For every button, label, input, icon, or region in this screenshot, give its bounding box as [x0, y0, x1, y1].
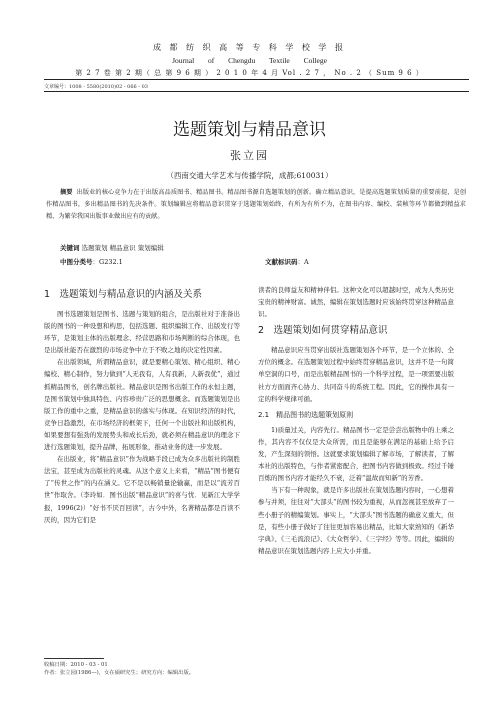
paragraph: 当下有一种现象，就是许多出版社在策划选题内容时，一心想着参与并须，往往对“大部头”的图书较为重视，从而忽视甚至放弃了一些小册子的精编策划。事实上，“大部头”图书选题的确意义重大，但是，有些小册子做好了往往更加容易出精品，比如大家熟知的《新华字典》、《三毛流浪记》、《大众哲学》、《三字经》等等。因此，编辑的精品意识在策划选题内容上应大小并重。 — [258, 486, 454, 555]
abstract-text: 出版业的核心竞争力在于出版高品质图书、精品图书。精品图书源自选题策划的创新。确立精品意识，是提高选题策划质量的重要前提，是创作精品图书，多出精品图书的先决条件。策划编辑应将精品意识贯穿于选题策划始终，有所为有所不为，在图书内容、编校、装帧等环节都做到精益求精，为繁荣我国出版事业做出应有的贡献。 — [46, 189, 467, 220]
header-rule — [44, 79, 469, 80]
section-heading-2: 2 选题策划如何贯穿精品意识 — [258, 325, 388, 337]
author-affiliation: （西南交通大学艺术与传播学院，成都;610031） — [166, 171, 333, 180]
footnote — [44, 661, 194, 677]
clc-value: ：G232.1 — [92, 258, 123, 266]
article-author: 张立园 — [230, 149, 269, 162]
keywords — [60, 243, 164, 252]
section-heading-1: 1 选题策划与精品意识的内涵及关系 — [44, 289, 203, 300]
author-bio: 作者：张立园(1986—)，女在硕研究生；研究方向：编辑出版。 — [44, 670, 195, 676]
abstract-label: 摘要 — [60, 189, 73, 196]
right-column — [258, 284, 454, 557]
document-code — [265, 257, 309, 266]
journal-name-en: Journal of Chengdu Textile College — [172, 56, 327, 65]
doc-id-value: ：A — [297, 258, 309, 266]
footnote-rule — [44, 658, 104, 659]
paragraph: 1)质量过关，内容先行。精品图书一定是尝尝出版物中的上乘之作，其内容不仅仅是大众所需，而且是能够在满足的基础上给予启发，产生深刻的领悟。这就要求策划编辑了解市场，了解读者，了解本社的出版特色，与作者紧密配合，把图书内容做到极致。经过千锤百炼的图书内容才能经久不衰，泛着“温故而知新”的芳香。 — [258, 425, 454, 483]
paragraph: 在出版领域，所谓精品意识，就是要精心策划、精心组织、精心编校、精心制作，努力做到“人无我有，人有我新，人新我优”，通过抓精品图书，创名牌出版社。精品意识是图书出版工作的永恒主题，是图书策划中独具特色、内容珍贵广泛的思想概念。而选题策划是出版工作的重中之重，是精品意识的落实与体现。在知识经济的时代，竞争日趋激烈，在市场经济的框架下，任何一个出版社和出版机构，如果要想有强劲的发展势头和成长后劲，就必须在精品意识的理念下进行选题策划，提升品牌，拓展形象，推动业务的进一步发展。 — [44, 358, 240, 452]
article-number-rule — [44, 91, 469, 92]
abstract — [46, 187, 466, 223]
classification-number — [60, 257, 123, 266]
article-number: 文章编号：1008 - 5580(2010)02 - 066 - 03 — [44, 84, 148, 90]
journal-issue: 第 2 7 卷 第 2 期（ 总 第 9 6 期 ） 2 0 1 0 年 4 月 Vol . 2 7 ， No . 2 （ Sum 9 6 ） — [75, 69, 424, 77]
article-title: 选题策划与精品意识 — [173, 120, 326, 140]
paragraph: 精品意识应当贯穿出版社选题策划各个环节，是一个立体的、全方位的概念。在选题策划过程中始终贯穿精品意识，这并不是一句简单空洞的口号，而是出版精品图书的一个科学过程，是一项需要出版社方方面面齐心协力、共同奋斗的系统工程。因此，它的操作具有一定的科学规律可循。 — [258, 346, 454, 403]
paragraph: 图书选题策划是图书、选题与策划的组合，是出版社对于准备出版的图书的一种设想和构思，包括选题、组织编辑工作、出版发行等环节，是策划主体的出版理念、经营思路和市场判断的综合体现，也是出版社能否在激烈的市场竞争中立于不败之地的决定性因素。 — [44, 310, 240, 355]
journal-name-cn: 成 都 纺 织 高 等 专 科 学 校 学 报 — [153, 43, 346, 52]
paragraph: 在出版业，将“精品意识”作为战略手段已成为众多出版社的制胜法宝，甚至成为出版社的灵魂。从这个意义上来看，“精品”图书便有了“传世之作”的内在涵义。它不是以畅销量论输赢，而是以“流芳百世”作取舍。（李玲如．图书出版“精品意识”的喜与忧．见新江大学学报，1996(2)）“好书不厌百回读”，古今中外，名著精品都是百读不厌的，因为它们是 — [44, 455, 240, 524]
paragraph: 读者的良师益友和精神伴侣。这种文化可以超越时空，成为人类历史宝贵的精神财富。诚然，编辑在策划选题时应该始终贯穿这种精品意识。 — [258, 286, 454, 319]
received-date: 收稿日期：2010 - 03 - 01 — [44, 662, 108, 668]
doc-id-label: 文献标识码 — [265, 258, 298, 266]
subsection-heading-2-1: 2.1 精品图书的选题策划原则 — [258, 410, 354, 419]
clc-label: 中图分类号 — [60, 258, 93, 266]
keywords-text: 选题策划 精品意识 策划编辑 — [81, 244, 164, 252]
left-column — [44, 284, 240, 526]
keywords-label: 关键词 — [60, 244, 80, 252]
